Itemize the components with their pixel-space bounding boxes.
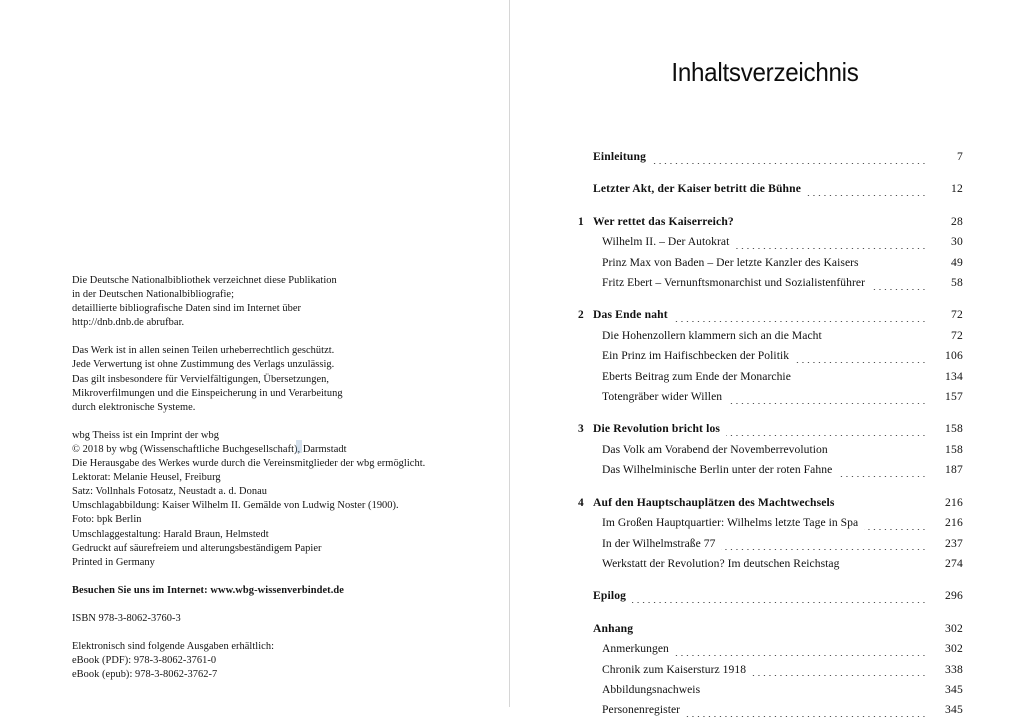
toc-entry[interactable]: [578, 440, 963, 460]
imprint-line: Printed in Germany: [72, 556, 155, 568]
toc-entry[interactable]: [578, 305, 963, 325]
toc-dot-leader: [841, 509, 928, 510]
toc-group-spacer: [578, 293, 963, 305]
toc-dot-leader: [845, 570, 928, 571]
toc-chapter-number: 2: [578, 309, 584, 322]
toc-group-spacer: [578, 481, 963, 493]
toc-dot-leader: [865, 269, 928, 270]
toc-dot-leader: [838, 476, 928, 477]
toc-entry[interactable]: [578, 147, 963, 167]
toc-page-number: 158: [945, 422, 963, 436]
imprint-line: eBook (epub): 978-3-8062-3762-7: [72, 669, 218, 681]
toc-dot-leader: [639, 635, 928, 636]
toc-dot-leader: [706, 696, 928, 697]
toc-entry-label: Eberts Beitrag zum Ende der Monarchie: [602, 369, 791, 383]
toc-entry-label: Anmerkungen: [602, 642, 669, 656]
toc-entry-label: Das Volk am Vorabend der Novemberrevolution: [602, 442, 828, 456]
imprint-line: Die Herausgabe des Werkes wurde durch die Vereinsmitglieder der wbg ermöglicht.: [72, 458, 426, 470]
toc-dot-leader: [828, 342, 928, 343]
toc-dot-leader: [752, 675, 928, 676]
toc-page-number: 49: [951, 255, 963, 269]
toc-page-number: 338: [945, 662, 963, 676]
toc-entry-label: Fritz Ebert – Vernunftsmonarchist und Sozialistenführer: [602, 276, 866, 290]
toc-group: [578, 419, 963, 480]
imprint-paragraph: [72, 640, 472, 682]
toc-entry-label: Das Ende naht: [593, 308, 668, 322]
toc-dot-leader: [740, 228, 928, 229]
imprint-line: in der Deutschen Nationalbibliografie;: [72, 289, 235, 301]
page-title: Inhaltsverzeichnis: [671, 57, 859, 87]
table-of-contents: [578, 147, 963, 721]
toc-entry[interactable]: [578, 513, 963, 533]
toc-entry[interactable]: [578, 273, 963, 293]
toc-entry-label: Epilog: [593, 589, 627, 603]
toc-group: [578, 619, 963, 721]
toc-entry[interactable]: [578, 586, 963, 606]
toc-entry[interactable]: [578, 212, 963, 232]
toc-entry-label: Wilhelm II. – Der Autokrat: [602, 235, 730, 249]
imprint-line: Foto: bpk Berlin: [72, 514, 142, 526]
imprint-line: Elektronisch sind folgende Ausgaben erhältlich:: [72, 640, 275, 652]
toc-group: [578, 212, 963, 294]
toc-entry[interactable]: [578, 700, 963, 720]
toc-entry[interactable]: [578, 554, 963, 574]
toc-group: [578, 147, 963, 167]
toc-page-number: 134: [945, 369, 963, 383]
toc-entry-label: Das Wilhelminische Berlin unter der roten Fahne: [602, 463, 833, 477]
imprint-paragraph: [72, 429, 472, 570]
toc-entry[interactable]: [578, 419, 963, 439]
toc-chapter-number: 4: [578, 496, 584, 509]
toc-page-number: 7: [957, 150, 963, 163]
imprint-line: durch elektronische Systeme.: [72, 401, 196, 413]
toc-dot-leader: [686, 716, 928, 717]
toc-entry-label: Die Hohenzollern klammern sich an die Macht: [602, 328, 822, 342]
imprint-line: Satz: Vollnhals Fotosatz, Neustadt a. d. Donau: [72, 486, 267, 498]
toc-chapter-number: 3: [578, 423, 584, 436]
toc-page-number: 345: [945, 682, 963, 696]
toc-page-number: 158: [945, 442, 963, 456]
imprint-line: Umschlagabbildung: Kaiser Wilhelm II. Gemälde von Ludwig Noster (1900).: [72, 500, 399, 512]
toc-entry[interactable]: [578, 619, 963, 639]
toc-dot-leader: [807, 195, 928, 196]
toc-entry[interactable]: [578, 639, 963, 659]
toc-entry-label: Ein Prinz im Haifischbecken der Politik: [602, 349, 790, 363]
toc-entry-label: Chronik zum Kaisersturz 1918: [602, 662, 747, 676]
toc-page-number: 28: [951, 214, 963, 228]
toc-entry[interactable]: [578, 346, 963, 366]
toc-entry-label: Totengräber wider Willen: [602, 390, 723, 404]
imprint-line: Das Werk ist in allen seinen Teilen urheberrechtlich geschützt.: [72, 345, 335, 357]
imprint-paragraph: [72, 584, 472, 598]
toc-group-spacer: [578, 574, 963, 586]
imprint-line: Gedruckt auf säurefreiem und alterungsbeständigem Papier: [72, 542, 322, 554]
imprint-line: wbg Theiss ist ein Imprint der wbg: [72, 429, 219, 441]
toc-group: [578, 179, 963, 199]
imprint-line: detaillierte bibliografische Daten sind im Internet über: [72, 303, 302, 315]
toc-page-number: 274: [945, 556, 963, 570]
imprint-line: Umschlaggestaltung: Harald Braun, Helmstedt: [72, 528, 269, 540]
toc-page-number: 72: [951, 308, 963, 322]
toc-page-number: 302: [945, 621, 963, 635]
imprint-line: Jede Verwertung ist ohne Zustimmung des Verlags unzulässig.: [72, 359, 335, 371]
toc-dot-leader: [632, 602, 928, 603]
toc-entry-label: Prinz Max von Baden – Der letzte Kanzler des Kaisers: [602, 255, 859, 269]
imprint-paragraph: [72, 344, 472, 414]
toc-entry[interactable]: [578, 534, 963, 554]
imprint-line: Die Deutsche Nationalbibliothek verzeichnet diese Publikation: [72, 275, 337, 286]
imprint-line: http://dnb.dnb.de abrufbar.: [72, 317, 185, 329]
toc-group-spacer: [578, 167, 963, 179]
toc-dot-leader: [797, 383, 928, 384]
imprint-line: Das gilt insbesondere für Vervielfältigungen, Übersetzungen,: [72, 373, 330, 385]
toc-entry[interactable]: [578, 493, 963, 513]
imprint-line: Mikroverfilmungen und die Einspeicherung in und Verarbeitung: [72, 387, 343, 399]
toc-entry[interactable]: [578, 680, 963, 700]
left-page-imprint: [0, 0, 509, 707]
toc-dot-leader: [728, 403, 928, 404]
toc-entry[interactable]: [578, 367, 963, 387]
toc-page-number: 187: [945, 463, 963, 477]
toc-entry-label: Abbildungsnachweis: [602, 682, 701, 696]
imprint-line: Besuchen Sie uns im Internet: www.wbg-wissenverbindet.de: [72, 584, 345, 596]
toc-entry-label: Personenregister: [602, 703, 681, 717]
toc-page-number: 345: [945, 703, 963, 717]
toc-page-number: 72: [951, 328, 963, 342]
toc-entry-label: Werkstatt der Revolution? Im deutschen Reichstag: [602, 556, 840, 570]
toc-dot-leader: [871, 289, 928, 290]
toc-page-number: 30: [951, 235, 963, 249]
imprint-line: Lektorat: Melanie Heusel, Freiburg: [72, 472, 221, 484]
toc-entry-label: Wer rettet das Kaiserreich?: [593, 214, 734, 228]
right-page-toc: [510, 0, 1020, 717]
toc-group-spacer: [578, 407, 963, 419]
imprint-text-block: [72, 274, 472, 682]
toc-page-number: 216: [945, 516, 963, 530]
toc-dot-leader: [721, 549, 928, 550]
toc-page-number: 58: [951, 276, 963, 290]
toc-page-number: 216: [945, 495, 963, 509]
toc-page-number: 296: [945, 589, 963, 603]
toc-dot-leader: [834, 456, 928, 457]
toc-dot-leader: [675, 655, 928, 656]
toc-entry[interactable]: [578, 253, 963, 273]
toc-entry[interactable]: [578, 232, 963, 252]
toc-entry[interactable]: [578, 179, 963, 199]
imprint-line: eBook (PDF): 978-3-8062-3761-0: [72, 655, 217, 667]
toc-dot-leader: [652, 163, 928, 164]
toc-entry-label: Letzter Akt, der Kaiser betritt die Bühne: [593, 182, 802, 196]
imprint-line: © 2018 by wbg (Wissenschaftliche Buchgesellschaft), Darmstadt: [72, 443, 347, 455]
toc-entry[interactable]: [578, 326, 963, 346]
toc-group: [578, 586, 963, 606]
toc-page-number: 157: [945, 390, 963, 404]
toc-page-number: 237: [945, 536, 963, 550]
toc-group: [578, 305, 963, 407]
toc-group-spacer: [578, 200, 963, 212]
toc-group-spacer: [578, 607, 963, 619]
toc-page-number: 302: [945, 642, 963, 656]
toc-dot-leader: [735, 248, 928, 249]
toc-entry[interactable]: [578, 460, 963, 480]
toc-entry-label: Im Großen Hauptquartier: Wilhelms letzte Tage in Spa: [602, 516, 859, 530]
toc-page-number: 106: [945, 349, 963, 363]
imprint-paragraph: [72, 274, 472, 330]
toc-dot-leader: [726, 435, 928, 436]
toc-dot-leader: [864, 529, 928, 530]
toc-entry-label: In der Wilhelmstraße 77: [602, 536, 716, 550]
toc-entry-label: Auf den Hauptschauplätzen des Machtwechsels: [593, 495, 835, 509]
toc-dot-leader: [795, 362, 928, 363]
toc-entry-label: Die Revolution bricht los: [593, 422, 721, 436]
toc-page-number: 12: [951, 182, 963, 196]
toc-group: [578, 493, 963, 575]
imprint-paragraph: [72, 612, 472, 626]
toc-dot-leader: [674, 321, 928, 322]
toc-entry-label: Anhang: [593, 621, 634, 635]
toc-chapter-number: 1: [578, 215, 584, 228]
imprint-line: ISBN 978-3-8062-3760-3: [72, 612, 181, 624]
toc-entry[interactable]: [578, 660, 963, 680]
toc-entry[interactable]: [578, 387, 963, 407]
toc-entry-label: Einleitung: [593, 150, 647, 163]
